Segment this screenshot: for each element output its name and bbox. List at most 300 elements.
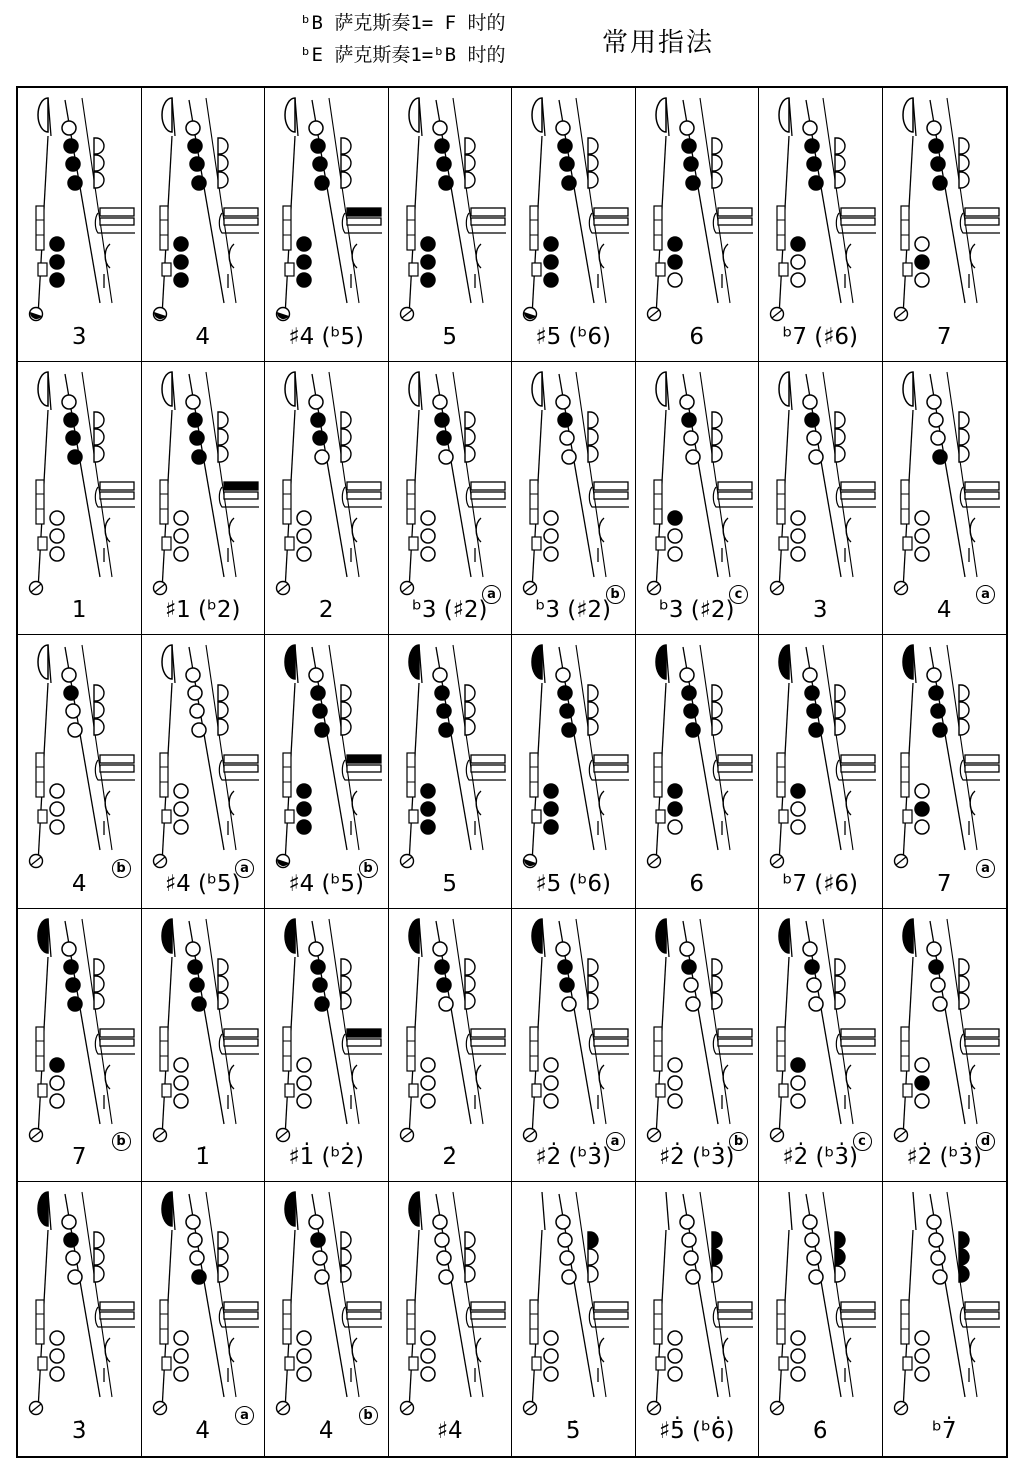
right-hand-key (297, 1076, 311, 1090)
fingering-cell (636, 88, 760, 362)
left-hand-key (556, 668, 570, 682)
fingering-cell (883, 1182, 1007, 1456)
fingering-cell (18, 635, 142, 909)
left-hand-key (439, 997, 453, 1011)
palm-key (835, 429, 845, 445)
fingering-diagram (883, 1182, 1007, 1456)
octave-key (532, 645, 542, 679)
palm-key (217, 1232, 227, 1248)
right-hand-key (50, 547, 64, 561)
right-hand-key (544, 255, 558, 269)
side-key (100, 1029, 134, 1037)
palm-key (588, 429, 598, 445)
octave-key (779, 372, 789, 406)
note-label: 3 (812, 597, 828, 624)
side-key (470, 755, 504, 763)
octave-key (285, 1192, 295, 1226)
left-hand-key (927, 1215, 941, 1229)
right-hand-key (50, 1094, 64, 1108)
palm-key (94, 993, 104, 1009)
left-hand-key (927, 395, 941, 409)
side-key (100, 482, 134, 490)
right-hand-key (297, 255, 311, 269)
right-hand-key (915, 1349, 929, 1363)
right-hand-key (421, 1331, 435, 1345)
right-hand-key (421, 255, 435, 269)
right-hand-key (297, 1367, 311, 1381)
left-hand-key (315, 176, 329, 190)
octave-key (532, 372, 542, 406)
left-hand-key (809, 723, 823, 737)
fingering-cell (389, 1182, 513, 1456)
right-hand-key (297, 784, 311, 798)
palm-key (958, 138, 968, 154)
side-key (223, 482, 257, 490)
side-key (964, 755, 998, 763)
palm-key (464, 993, 474, 1009)
palm-key (958, 446, 968, 462)
side-key (594, 482, 628, 490)
octave-key (532, 98, 542, 132)
palm-key (94, 172, 104, 188)
right-hand-key (915, 1076, 929, 1090)
palm-key (958, 993, 968, 1009)
right-hand-key (50, 1367, 64, 1381)
fingering-cell (759, 88, 883, 362)
right-hand-key (174, 255, 188, 269)
palm-key (464, 1266, 474, 1282)
side-key (841, 1302, 875, 1310)
left-hand-key (809, 997, 823, 1011)
left-hand-key (313, 431, 327, 445)
left-hand-key (435, 960, 449, 974)
right-hand-key (791, 1349, 805, 1363)
palm-key (958, 1249, 968, 1265)
fingering-cell (142, 362, 266, 636)
fingering-cell (265, 909, 389, 1183)
left-hand-key (311, 686, 325, 700)
left-hand-key (931, 157, 945, 171)
right-hand-key (50, 1349, 64, 1363)
left-hand-key (803, 1215, 817, 1229)
left-hand-key (933, 1270, 947, 1284)
left-hand-key (188, 1233, 202, 1247)
left-hand-key (66, 431, 80, 445)
fingering-cell (389, 909, 513, 1183)
right-hand-key (50, 237, 64, 251)
left-hand-key (64, 413, 78, 427)
palm-key (464, 172, 474, 188)
palm-key (711, 412, 721, 428)
right-hand-key (50, 820, 64, 834)
variant-badge: b (112, 1132, 131, 1151)
left-hand-key (190, 704, 204, 718)
right-hand-key (915, 802, 929, 816)
palm-key (94, 702, 104, 718)
palm-key (711, 702, 721, 718)
fingering-cell (389, 362, 513, 636)
palm-key (464, 685, 474, 701)
side-key (594, 208, 628, 216)
octave-key (903, 645, 913, 679)
left-hand-key (807, 978, 821, 992)
palm-key (464, 719, 474, 735)
note-label: ♯1̇ (ᵇ2̇) (288, 1144, 364, 1171)
fingering-diagram (18, 1182, 142, 1456)
variant-badge: b (359, 859, 378, 878)
left-hand-key (927, 942, 941, 956)
right-hand-key (174, 1076, 188, 1090)
left-hand-key (684, 157, 698, 171)
fingering-cell (265, 362, 389, 636)
fingering-diagram (512, 1182, 636, 1456)
fingering-diagram (512, 635, 636, 909)
left-hand-key (188, 686, 202, 700)
note-label: ♯4̇ (436, 1417, 463, 1444)
right-hand-key (544, 820, 558, 834)
left-hand-key (313, 157, 327, 171)
palm-key (835, 685, 845, 701)
palm-key (958, 976, 968, 992)
palm-key (958, 1266, 968, 1282)
palm-key (835, 1266, 845, 1282)
note-label: ᵇ3 (♯2) (658, 597, 735, 624)
octave-key (285, 372, 295, 406)
right-hand-key (174, 237, 188, 251)
title-suffix: 常用指法 (602, 28, 715, 58)
fingering-diagram (142, 909, 266, 1183)
palm-key (958, 412, 968, 428)
variant-badge: b (359, 1406, 378, 1425)
palm-key (341, 412, 351, 428)
note-label: 4̇ (195, 1417, 211, 1444)
right-hand-key (915, 547, 929, 561)
left-hand-key (192, 450, 206, 464)
side-key (347, 1029, 381, 1037)
right-hand-key (544, 273, 558, 287)
right-hand-key (421, 820, 435, 834)
left-hand-key (927, 668, 941, 682)
left-hand-key (311, 960, 325, 974)
right-hand-key (50, 511, 64, 525)
palm-key (711, 155, 721, 171)
right-hand-key (297, 529, 311, 543)
left-hand-key (805, 413, 819, 427)
left-hand-key (556, 1215, 570, 1229)
left-hand-key (62, 121, 76, 135)
right-hand-key (915, 237, 929, 251)
right-hand-key (174, 820, 188, 834)
left-hand-key (437, 978, 451, 992)
left-hand-key (686, 1270, 700, 1284)
left-hand-key (807, 704, 821, 718)
fingering-diagram (759, 635, 883, 909)
side-key (717, 755, 751, 763)
right-hand-key (544, 1331, 558, 1345)
left-hand-key (186, 121, 200, 135)
palm-key (217, 429, 227, 445)
palm-key (835, 702, 845, 718)
palm-key (341, 138, 351, 154)
palm-key (341, 1232, 351, 1248)
note-label: 7 (936, 870, 952, 897)
left-hand-key (807, 157, 821, 171)
palm-key (94, 138, 104, 154)
left-hand-key (929, 413, 943, 427)
right-hand-key (421, 1367, 435, 1381)
left-hand-key (680, 668, 694, 682)
right-hand-key (544, 1094, 558, 1108)
palm-key (958, 685, 968, 701)
note-label: 7 (71, 1144, 87, 1171)
palm-key (464, 446, 474, 462)
left-hand-key (680, 395, 694, 409)
right-hand-key (174, 1331, 188, 1345)
note-label: ♯5̇ (ᵇ6̇) (658, 1417, 735, 1444)
side-key (841, 755, 875, 763)
right-hand-key (421, 1076, 435, 1090)
left-hand-key (680, 121, 694, 135)
palm-key (835, 993, 845, 1009)
fingering-cell (512, 635, 636, 909)
left-hand-key (931, 431, 945, 445)
right-hand-key (544, 511, 558, 525)
fingering-cell (759, 635, 883, 909)
fingering-cell (636, 362, 760, 636)
palm-key (835, 959, 845, 975)
note-label: 3 (71, 323, 87, 350)
left-hand-key (929, 686, 943, 700)
right-hand-key (297, 273, 311, 287)
right-hand-key (544, 802, 558, 816)
palm-key (217, 959, 227, 975)
palm-key (588, 976, 598, 992)
palm-key (588, 959, 598, 975)
right-hand-key (791, 1058, 805, 1072)
note-label: ♯2̇ (ᵇ3̇) (535, 1144, 611, 1171)
left-hand-key (68, 176, 82, 190)
left-hand-key (433, 942, 447, 956)
left-hand-key (807, 431, 821, 445)
palm-key (464, 1232, 474, 1248)
palm-key (94, 976, 104, 992)
fingering-cell (389, 635, 513, 909)
left-hand-key (560, 1251, 574, 1265)
palm-key (711, 429, 721, 445)
right-hand-key (297, 1349, 311, 1363)
palm-key (94, 429, 104, 445)
variant-badge: c (729, 585, 748, 604)
right-hand-key (174, 802, 188, 816)
right-hand-key (668, 784, 682, 798)
left-hand-key (439, 723, 453, 737)
left-hand-key (558, 686, 572, 700)
fingering-grid (16, 86, 1008, 1458)
left-hand-key (805, 1233, 819, 1247)
fingering-cell (512, 362, 636, 636)
left-hand-key (192, 176, 206, 190)
left-hand-key (309, 1215, 323, 1229)
side-key (717, 1029, 751, 1037)
left-hand-key (927, 121, 941, 135)
palm-key (835, 719, 845, 735)
left-hand-key (439, 176, 453, 190)
left-hand-key (809, 176, 823, 190)
left-hand-key (680, 942, 694, 956)
right-hand-key (174, 1367, 188, 1381)
left-hand-key (803, 942, 817, 956)
note-label: 3̇ (71, 1417, 87, 1444)
octave-key (162, 98, 172, 132)
right-hand-key (421, 547, 435, 561)
palm-key (217, 719, 227, 735)
right-hand-key (915, 273, 929, 287)
left-hand-key (439, 450, 453, 464)
variant-badge: a (482, 585, 501, 604)
left-hand-key (931, 1251, 945, 1265)
octave-key (903, 98, 913, 132)
right-hand-key (544, 784, 558, 798)
right-hand-key (791, 820, 805, 834)
right-hand-key (791, 1076, 805, 1090)
palm-key (217, 976, 227, 992)
note-label: ♯1 (ᵇ2) (164, 597, 241, 624)
right-hand-key (421, 1349, 435, 1363)
left-hand-key (558, 960, 572, 974)
fingering-cell (18, 88, 142, 362)
octave-key (779, 919, 789, 953)
left-hand-key (684, 1251, 698, 1265)
left-hand-key (682, 1233, 696, 1247)
left-hand-key (66, 1251, 80, 1265)
note-label: 1̇ (195, 1144, 211, 1171)
side-key (594, 1302, 628, 1310)
right-hand-key (791, 1094, 805, 1108)
palm-key (341, 702, 351, 718)
left-hand-key (192, 723, 206, 737)
right-hand-key (915, 784, 929, 798)
fingering-cell (512, 1182, 636, 1456)
palm-key (341, 959, 351, 975)
palm-key (588, 1266, 598, 1282)
right-hand-key (915, 1094, 929, 1108)
fingering-cell (636, 909, 760, 1183)
right-hand-key (915, 1058, 929, 1072)
right-hand-key (50, 1331, 64, 1345)
left-hand-key (805, 686, 819, 700)
fingering-cell (142, 88, 266, 362)
palm-key (835, 138, 845, 154)
left-hand-key (439, 1270, 453, 1284)
left-hand-key (558, 139, 572, 153)
left-hand-key (682, 139, 696, 153)
palm-key (464, 155, 474, 171)
palm-key (711, 138, 721, 154)
left-hand-key (684, 704, 698, 718)
fingering-diagram (265, 909, 389, 1183)
left-hand-key (556, 121, 570, 135)
octave-key (285, 98, 295, 132)
variant-badge: c (853, 1132, 872, 1151)
left-hand-key (807, 1251, 821, 1265)
right-hand-key (174, 1058, 188, 1072)
fingering-diagram (389, 635, 513, 909)
note-label: ♯2̇ (ᵇ3̇) (906, 1144, 982, 1171)
palm-key (341, 993, 351, 1009)
left-hand-key (435, 686, 449, 700)
right-hand-key (50, 529, 64, 543)
octave-key (285, 645, 295, 679)
right-hand-key (421, 784, 435, 798)
side-key (223, 1029, 257, 1037)
right-hand-key (50, 784, 64, 798)
left-hand-key (433, 668, 447, 682)
note-label: 1 (71, 597, 87, 624)
left-hand-key (186, 942, 200, 956)
right-hand-key (544, 547, 558, 561)
fingering-diagram (265, 362, 389, 636)
right-hand-key (174, 547, 188, 561)
palm-key (588, 138, 598, 154)
palm-key (588, 1232, 598, 1248)
variant-badge: b (606, 585, 625, 604)
palm-key (958, 429, 968, 445)
note-label: 5 (442, 870, 458, 897)
side-key (347, 1302, 381, 1310)
fingering-cell (883, 88, 1007, 362)
left-hand-key (309, 942, 323, 956)
right-hand-key (297, 1058, 311, 1072)
palm-key (341, 172, 351, 188)
side-key (717, 482, 751, 490)
right-hand-key (544, 529, 558, 543)
right-hand-key (915, 255, 929, 269)
fingering-diagram (18, 88, 142, 362)
note-label: 7 (936, 323, 952, 350)
palm-key (94, 959, 104, 975)
side-key (347, 208, 381, 216)
left-hand-key (933, 176, 947, 190)
palm-key (958, 702, 968, 718)
palm-key (835, 976, 845, 992)
left-hand-key (188, 139, 202, 153)
side-key (223, 208, 257, 216)
fingering-diagram (636, 1182, 760, 1456)
left-hand-key (686, 450, 700, 464)
left-hand-key (560, 704, 574, 718)
octave-key (903, 919, 913, 953)
fingering-cell (142, 635, 266, 909)
left-hand-key (190, 431, 204, 445)
palm-key (217, 993, 227, 1009)
palm-key (711, 685, 721, 701)
variant-badge: a (976, 585, 995, 604)
palm-key (341, 976, 351, 992)
fingering-cell (883, 909, 1007, 1183)
right-hand-key (668, 547, 682, 561)
right-hand-key (668, 820, 682, 834)
palm-key (94, 412, 104, 428)
fingering-diagram (18, 362, 142, 636)
palm-key (217, 1266, 227, 1282)
right-hand-key (297, 511, 311, 525)
right-hand-key (791, 511, 805, 525)
palm-key (958, 155, 968, 171)
palm-key (341, 1249, 351, 1265)
fingering-cell (18, 362, 142, 636)
fingering-cell (265, 1182, 389, 1456)
fingering-cell (636, 635, 760, 909)
